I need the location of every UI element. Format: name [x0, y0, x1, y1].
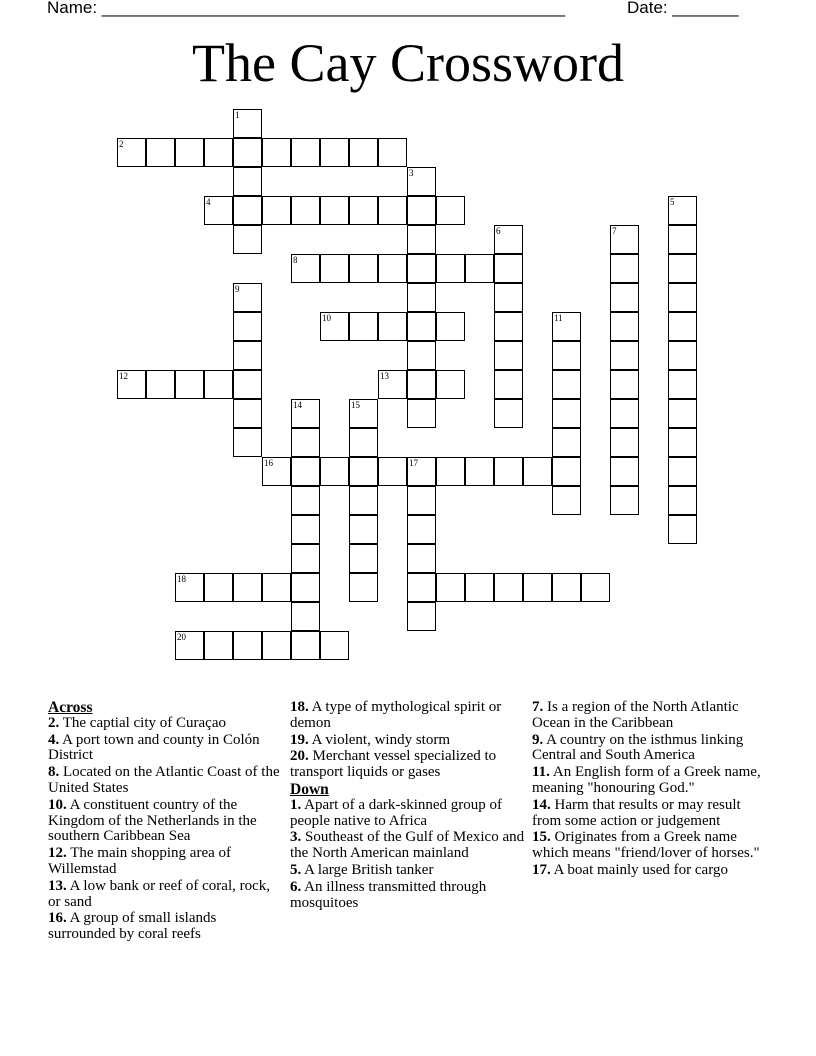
clue-item	[290, 830, 525, 862]
crossword-cell[interactable]	[668, 428, 697, 457]
crossword-cell[interactable]	[407, 254, 436, 283]
clue-number: 3	[409, 168, 414, 178]
crossword-cell[interactable]	[262, 138, 291, 167]
clue-number: 16	[264, 458, 273, 468]
crossword-cell[interactable]	[233, 631, 262, 660]
crossword-cell[interactable]	[349, 399, 378, 428]
crossword-cell[interactable]	[320, 631, 349, 660]
crossword-cell[interactable]	[436, 457, 465, 486]
clue-item	[532, 830, 772, 862]
clue-text: Merchant vessel specialized to transport liquids or gases	[290, 748, 497, 781]
crossword-cell[interactable]	[494, 370, 523, 399]
crossword-cell[interactable]	[291, 399, 320, 428]
clue-text: An English form of a Greek name, meaning "honouring God."	[532, 764, 761, 796]
name-field-label: Name: _________________________________________________	[47, 0, 566, 17]
crossword-cell[interactable]	[407, 399, 436, 428]
crossword-cell[interactable]	[320, 138, 349, 167]
crossword-cell[interactable]	[407, 544, 436, 573]
clue-number: 4	[206, 197, 211, 207]
crossword-cell[interactable]	[465, 573, 494, 602]
crossword-cell[interactable]	[581, 573, 610, 602]
crossword-cell[interactable]	[494, 254, 523, 283]
crossword-cell[interactable]	[610, 428, 639, 457]
crossword-cell[interactable]	[233, 399, 262, 428]
crossword-cell[interactable]	[668, 254, 697, 283]
clue-item	[532, 863, 772, 879]
crossword-cell[interactable]	[552, 428, 581, 457]
crossword-cell[interactable]	[233, 283, 262, 312]
crossword-cell[interactable]	[465, 457, 494, 486]
crossword-cell[interactable]	[668, 283, 697, 312]
crossword-cell[interactable]	[552, 312, 581, 341]
clue-text: A boat mainly used for cargo	[550, 861, 728, 878]
date-field-label: Date: _______	[627, 0, 739, 17]
crossword-cell[interactable]	[610, 399, 639, 428]
crossword-cell[interactable]	[291, 515, 320, 544]
crossword-cell[interactable]	[349, 254, 378, 283]
clue-number: 15	[351, 400, 360, 410]
clue-text: Harm that results or may result from some action or judgement	[532, 796, 741, 829]
crossword-cell[interactable]	[262, 573, 291, 602]
crossword-cell[interactable]	[668, 312, 697, 341]
crossword-cell[interactable]	[378, 196, 407, 225]
clue-number: 13.	[48, 877, 67, 894]
crossword-cell[interactable]	[204, 573, 233, 602]
clue-item	[48, 716, 283, 732]
clue-number: 16.	[48, 910, 67, 927]
clue-text: Originates from a Greek name which means "friend/lover of horses."	[532, 829, 760, 862]
clue-item	[48, 846, 283, 878]
crossword-cell[interactable]	[291, 544, 320, 573]
clue-number: 17.	[532, 861, 551, 878]
clue-text: A violent, windy storm	[308, 731, 451, 748]
crossword-cell[interactable]	[233, 138, 262, 167]
crossword-cell[interactable]	[668, 225, 697, 254]
clue-item	[48, 798, 283, 845]
crossword-cell[interactable]	[494, 573, 523, 602]
clue-item	[290, 880, 525, 912]
clue-item	[290, 863, 525, 879]
crossword-cell[interactable]	[233, 341, 262, 370]
clue-number: 18	[177, 574, 186, 584]
crossword-cell[interactable]	[349, 312, 378, 341]
clue-item	[290, 749, 525, 781]
crossword-cell[interactable]	[291, 486, 320, 515]
clue-number: 18.	[290, 699, 309, 715]
crossword-cell[interactable]	[291, 428, 320, 457]
clue-text: Southeast of the Gulf of Mexico and the North American mainland	[290, 829, 525, 862]
across-clue-list	[48, 716, 283, 943]
clue-number: 1.	[290, 796, 302, 813]
crossword-cell[interactable]	[552, 370, 581, 399]
crossword-cell[interactable]	[523, 457, 552, 486]
crossword-cell[interactable]	[378, 254, 407, 283]
crossword-cell[interactable]	[204, 631, 233, 660]
crossword-cell[interactable]	[407, 515, 436, 544]
clue-item	[48, 765, 283, 797]
crossword-cell[interactable]	[494, 341, 523, 370]
crossword-cell[interactable]	[407, 167, 436, 196]
across-clue-list-continued	[290, 700, 525, 781]
crossword-cell[interactable]	[407, 312, 436, 341]
clue-number: 5	[670, 197, 675, 207]
crossword-cell[interactable]	[262, 196, 291, 225]
crossword-cell[interactable]	[407, 457, 436, 486]
crossword-cell[interactable]	[349, 573, 378, 602]
clue-item	[532, 798, 772, 830]
crossword-cell[interactable]	[349, 196, 378, 225]
crossword-cell[interactable]	[407, 283, 436, 312]
crossword-cell[interactable]	[175, 573, 204, 602]
crossword-cell[interactable]	[465, 254, 494, 283]
clue-item	[48, 911, 283, 943]
clue-text: A low bank or reef of coral, rock, or sand	[48, 877, 271, 910]
clue-text: A constituent country of the Kingdom of the Netherlands in the southern Caribbean Sea	[48, 796, 257, 845]
clue-number: 6.	[290, 878, 302, 895]
crossword-cell[interactable]	[610, 341, 639, 370]
clue-number: 11.	[532, 764, 550, 781]
crossword-cell[interactable]	[117, 370, 146, 399]
crossword-cell[interactable]	[436, 196, 465, 225]
crossword-cell[interactable]	[610, 225, 639, 254]
clue-number: 15.	[532, 829, 551, 846]
crossword-cell[interactable]	[610, 370, 639, 399]
clue-number: 13	[380, 371, 389, 381]
clue-item	[532, 765, 772, 797]
crossword-cell[interactable]	[349, 138, 378, 167]
crossword-cell[interactable]	[291, 573, 320, 602]
clue-number: 7.	[532, 699, 544, 715]
crossword-cell[interactable]	[233, 428, 262, 457]
crossword-cell[interactable]	[233, 225, 262, 254]
clue-number: 8	[293, 255, 298, 265]
down-clue-list-continued	[532, 700, 772, 879]
clue-number: 14.	[532, 796, 551, 813]
clue-text: The main shopping area of Willemstad	[48, 845, 232, 877]
crossword-cell[interactable]	[349, 428, 378, 457]
crossword-cell[interactable]	[494, 283, 523, 312]
crossword-cell[interactable]	[668, 486, 697, 515]
clue-number: 10.	[48, 796, 67, 813]
down-heading: Down	[290, 780, 329, 798]
crossword-cell[interactable]	[378, 457, 407, 486]
crossword-cell[interactable]	[436, 370, 465, 399]
clue-number: 2.	[48, 714, 60, 731]
crossword-cell[interactable]	[204, 138, 233, 167]
clue-number: 9.	[532, 731, 544, 748]
crossword-cell[interactable]	[523, 573, 552, 602]
clue-text: The captial city of Curaçao	[59, 714, 226, 731]
clue-number: 20.	[290, 748, 309, 765]
crossword-cell[interactable]	[204, 196, 233, 225]
clue-item	[532, 700, 772, 732]
crossword-cell[interactable]	[175, 370, 204, 399]
crossword-cell[interactable]	[175, 138, 204, 167]
crossword-cell[interactable]	[117, 138, 146, 167]
clue-number: 4.	[48, 731, 60, 748]
clue-number: 1	[235, 110, 240, 120]
clue-number: 3.	[290, 829, 302, 846]
crossword-cell[interactable]	[610, 312, 639, 341]
crossword-cell[interactable]	[378, 312, 407, 341]
clue-text: Located on the Atlantic Coast of the United States	[48, 764, 280, 796]
crossword-cell[interactable]	[378, 138, 407, 167]
crossword-cell[interactable]	[407, 573, 436, 602]
crossword-cell[interactable]	[436, 254, 465, 283]
crossword-cell[interactable]	[668, 515, 697, 544]
crossword-cell[interactable]	[233, 167, 262, 196]
clue-text: An illness transmitted through mosquitoes	[290, 878, 487, 911]
clue-text: A country on the isthmus linking Central and South America	[532, 731, 744, 764]
crossword-cell[interactable]	[407, 370, 436, 399]
clue-number: 19.	[290, 731, 309, 748]
crossword-cell[interactable]	[668, 341, 697, 370]
crossword-cell[interactable]	[494, 225, 523, 254]
clue-number: 7	[612, 226, 617, 236]
crossword-cell[interactable]	[436, 312, 465, 341]
crossword-cell[interactable]	[552, 341, 581, 370]
crossword-cell[interactable]	[175, 631, 204, 660]
crossword-cell[interactable]	[610, 283, 639, 312]
clue-text: A type of mythological spirit or demon	[290, 699, 502, 731]
clue-item	[290, 733, 525, 749]
crossword-cell[interactable]	[320, 196, 349, 225]
across-heading: Across	[48, 699, 93, 716]
crossword-cell[interactable]	[494, 457, 523, 486]
crossword-cell[interactable]	[407, 602, 436, 631]
clue-number: 8.	[48, 764, 60, 781]
clue-number: 20	[177, 632, 186, 642]
crossword-cell[interactable]	[291, 254, 320, 283]
crossword-cell[interactable]	[233, 196, 262, 225]
clue-number: 12	[119, 371, 128, 381]
crossword-cell[interactable]	[610, 486, 639, 515]
crossword-cell[interactable]	[668, 196, 697, 225]
clue-number: 11	[554, 313, 563, 323]
crossword-cell[interactable]	[407, 196, 436, 225]
crossword-cell[interactable]	[349, 515, 378, 544]
clue-text: Apart of a dark-skinned group of people native to Africa	[290, 796, 503, 829]
crossword-cell[interactable]	[610, 457, 639, 486]
clue-number: 10	[322, 313, 331, 323]
crossword-cell[interactable]	[494, 399, 523, 428]
crossword-cell[interactable]	[349, 544, 378, 573]
clue-number: 6	[496, 226, 501, 236]
crossword-cell[interactable]	[291, 602, 320, 631]
crossword-cell[interactable]	[291, 631, 320, 660]
crossword-cell[interactable]	[349, 486, 378, 515]
clue-text: A port town and county in Colón District	[48, 731, 260, 764]
crossword-cell[interactable]	[349, 457, 378, 486]
crossword-cell[interactable]	[291, 196, 320, 225]
crossword-cell[interactable]	[146, 370, 175, 399]
crossword-cell[interactable]	[233, 370, 262, 399]
crossword-cell[interactable]	[378, 370, 407, 399]
crossword-cell[interactable]	[262, 457, 291, 486]
clue-item	[48, 733, 283, 765]
clue-item	[48, 879, 283, 911]
clue-text: A large British tanker	[301, 861, 434, 878]
crossword-cell[interactable]	[233, 573, 262, 602]
crossword-cell[interactable]	[494, 312, 523, 341]
crossword-cell[interactable]	[610, 254, 639, 283]
crossword-cell[interactable]	[407, 225, 436, 254]
crossword-cell[interactable]	[233, 109, 262, 138]
crossword-cell[interactable]	[552, 486, 581, 515]
clue-number: 12.	[48, 845, 67, 862]
crossword-cell[interactable]	[668, 370, 697, 399]
clue-item	[290, 798, 525, 830]
clue-column-3	[532, 700, 772, 880]
crossword-cell[interactable]	[552, 573, 581, 602]
clue-column-1	[48, 700, 283, 944]
crossword-cell[interactable]	[668, 457, 697, 486]
clue-item	[290, 700, 525, 732]
crossword-cell[interactable]	[146, 138, 175, 167]
clue-text: A group of small islands surrounded by coral reefs	[48, 910, 217, 943]
down-clue-list	[290, 798, 525, 912]
crossword-cell[interactable]	[320, 457, 349, 486]
clue-number: 5.	[290, 861, 302, 878]
page-title: The Cay Crossword	[192, 33, 624, 93]
crossword-cell[interactable]	[233, 312, 262, 341]
crossword-cell[interactable]	[668, 399, 697, 428]
crossword-cell[interactable]	[407, 486, 436, 515]
crossword-cell[interactable]	[552, 457, 581, 486]
crossword-cell[interactable]	[291, 138, 320, 167]
crossword-cell[interactable]	[320, 254, 349, 283]
crossword-cell[interactable]	[436, 573, 465, 602]
clue-number: 14	[293, 400, 302, 410]
crossword-cell[interactable]	[407, 341, 436, 370]
crossword-cell[interactable]	[204, 370, 233, 399]
clue-item	[532, 733, 772, 765]
clue-column-2	[290, 700, 525, 912]
clue-number: 9	[235, 284, 240, 294]
crossword-cell[interactable]	[262, 631, 291, 660]
clue-number: 2	[119, 139, 124, 149]
crossword-cell[interactable]	[291, 457, 320, 486]
clue-number: 17	[409, 458, 418, 468]
clue-text: Is a region of the North Atlantic Ocean in the Caribbean	[532, 699, 739, 731]
crossword-cell[interactable]	[552, 399, 581, 428]
crossword-cell[interactable]	[320, 312, 349, 341]
